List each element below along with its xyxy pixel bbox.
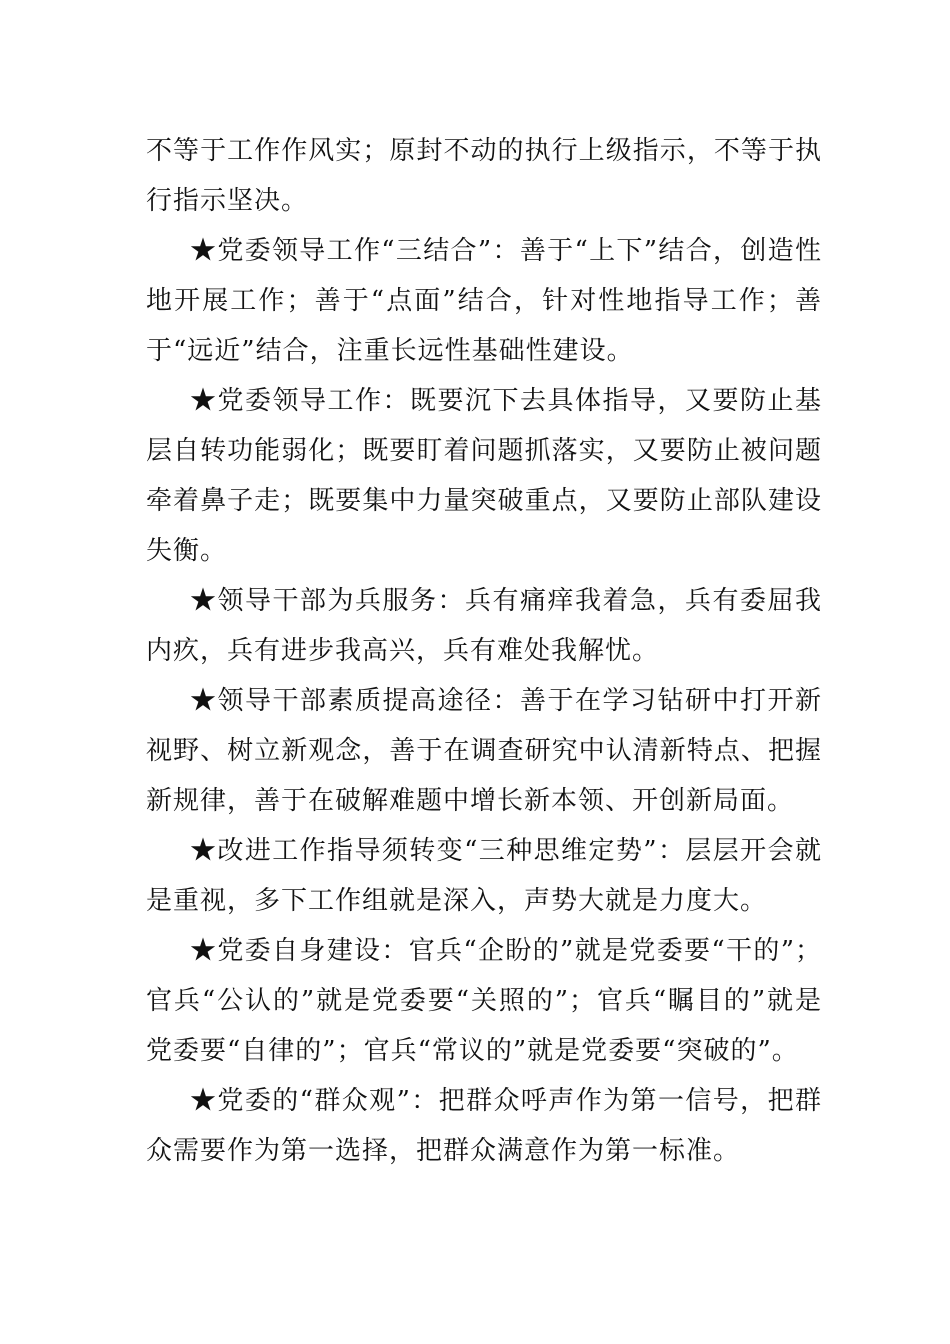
paragraph-continuation: 不等于工作作风实；原封不动的执行上级指示，不等于执行指示坚决。 — [146, 136, 822, 216]
paragraph-serve-soldiers: ★领导干部为兵服务：兵有痛痒我着急，兵有委屈我内疚，兵有进步我高兴，兵有难处我解忧。 — [146, 586, 822, 666]
paragraph-mass-view: ★党委的“群众观”：把群众呼声作为第一信号，把群众需要作为第一选择，把群众满意作为第一标准。 — [146, 1086, 822, 1166]
paragraph-cadre-quality: ★领导干部素质提高途径：善于在学习钻研中打开新视野、树立新观念，善于在调查研究中认清新特点、把握新规律，善于在破解难题中增长新本领、开创新局面。 — [146, 686, 822, 816]
paragraph-committee-self-building: ★党委自身建设：官兵“企盼的”就是党委要“干的”；官兵“公认的”就是党委要“关照的”；官兵“瞩目的”就是党委要“自律的”；官兵“常议的”就是党委要“突破的”。 — [146, 936, 822, 1066]
document-body — [146, 126, 822, 1176]
paragraph-three-combinations: ★党委领导工作“三结合”：善于“上下”结合，创造性地开展工作；善于“点面”结合，针对性地指导工作；善于“远近”结合，注重长远性基础性建设。 — [146, 236, 822, 366]
paragraph-improve-guidance: ★改进工作指导须转变“三种思维定势”：层层开会就是重视，多下工作组就是深入，声势大就是力度大。 — [146, 836, 822, 916]
paragraph-party-committee-leadership: ★党委领导工作：既要沉下去具体指导，又要防止基层自转功能弱化；既要盯着问题抓落实，又要防止被问题牵着鼻子走；既要集中力量突破重点，又要防止部队建设失衡。 — [146, 386, 822, 566]
